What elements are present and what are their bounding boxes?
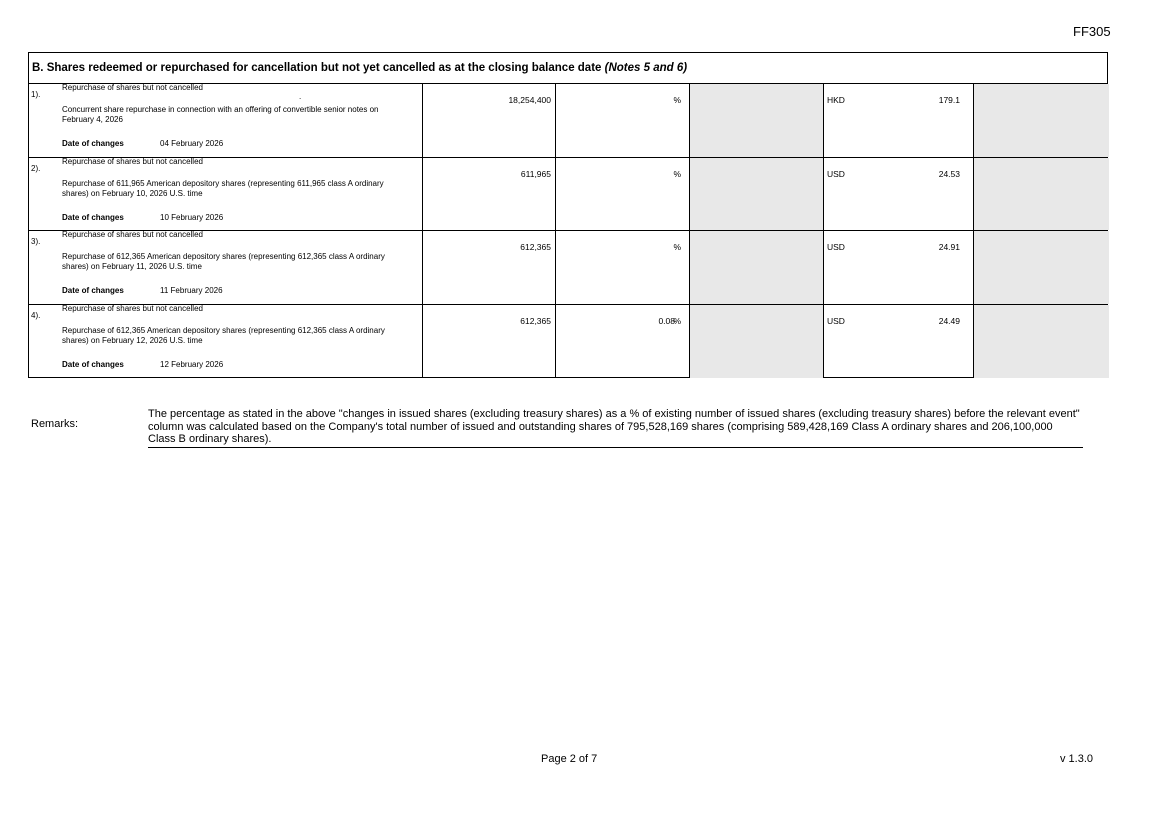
price-cell (824, 158, 974, 231)
percentage-value: 0.08 (658, 315, 675, 326)
currency: USD (827, 315, 845, 326)
date-label: Date of changes (62, 139, 124, 148)
percentage-cell (556, 158, 690, 231)
event-detail: Repurchase of 612,365 American depository shares (representing 612,365 class A ordinary shares) on February 11, 2026 U.S. time (62, 252, 385, 271)
price-value: 24.53 (938, 168, 960, 179)
percent-sign: % (673, 168, 681, 179)
form-code: FF305 (1073, 24, 1111, 39)
table-row (29, 84, 1107, 158)
section-title-notes: (Notes 5 and 6) (604, 62, 688, 74)
percentage-cell (556, 231, 690, 304)
shares-value: 611,965 (520, 168, 551, 179)
date-label: Date of changes (62, 212, 124, 222)
percent-sign: % (673, 315, 681, 326)
description-cell (29, 305, 423, 379)
shaded-cell (690, 158, 824, 231)
event-type: Repurchase of shares but not cancelled (62, 156, 203, 166)
price-cell (824, 84, 974, 157)
shaded-cell (974, 84, 1109, 157)
version-label: v 1.3.0 (1060, 753, 1094, 765)
shares-value: 612,365 (520, 242, 551, 252)
row-index: 4). (31, 310, 41, 320)
event-detail: Concurrent share repurchase in connection with an offering of convertible senior notes on February 4, 2026 (62, 105, 379, 124)
table-row (29, 231, 1107, 305)
event-type: Repurchase of shares but not cancelled (62, 230, 203, 239)
date-value: 10 February 2026 (160, 212, 224, 222)
date-label: Date of changes (62, 359, 124, 369)
shares-cell (423, 158, 556, 231)
description-cell (29, 84, 423, 157)
event-detail: Repurchase of 612,365 American depository shares (representing 612,365 class A ordinary shares) on February 12, 2026 U.S. time (62, 325, 385, 345)
shaded-cell (690, 305, 824, 379)
page-number: Page 2 of 7 (541, 753, 598, 765)
percentage-cell (556, 305, 690, 379)
row-index: 1). (31, 90, 41, 99)
description-cell (29, 158, 423, 231)
shares-cell (423, 84, 556, 157)
date-value: 11 February 2026 (160, 286, 223, 295)
shaded-cell (974, 305, 1109, 379)
shaded-cell (690, 231, 824, 304)
date-value: 12 February 2026 (160, 359, 224, 369)
percentage-cell (556, 84, 690, 157)
table-row (29, 158, 1107, 232)
currency: USD (827, 168, 845, 179)
event-type: Repurchase of shares but not cancelled (62, 83, 203, 92)
price-value: 24.49 (938, 315, 960, 326)
price-cell (824, 231, 974, 304)
price-value: 24.91 (938, 242, 960, 252)
price-value: 179.1 (938, 95, 960, 105)
percent-sign: % (673, 242, 681, 252)
marker-dot: . (299, 92, 302, 101)
shares-cell (423, 231, 556, 304)
date-label: Date of changes (62, 286, 124, 295)
shaded-cell (690, 84, 824, 157)
event-type: Repurchase of shares but not cancelled (62, 303, 203, 313)
shares-value: 612,365 (520, 315, 551, 326)
shaded-cell (974, 231, 1109, 304)
event-detail: Repurchase of 611,965 American depository shares (representing 611,965 class A ordinary shares) on February 10, 2026 U.S. time (62, 178, 384, 198)
shares-value: 18,254,400 (508, 95, 551, 105)
remarks-text: The percentage as stated in the above "changes in issued shares (excluding treasury shares) as a % of existing number of issued shares (excluding treasury shares) before the relevant event" column was calculated based on the Company's total number of issued and outstanding shares of 795,528,169 shares (comprising 589,428,169 Class A ordinary shares and 206,100,000 Class B ordinary shares). (148, 408, 1083, 448)
shares-cell (423, 305, 556, 379)
section-title (29, 53, 1107, 84)
row-index: 2). (31, 163, 41, 173)
section-title-text: B. Shares redeemed or repurchased for cancellation but not yet cancelled as at the closing balance date (32, 62, 602, 74)
shaded-cell (974, 158, 1109, 231)
table-row (29, 305, 1107, 379)
description-cell (29, 231, 423, 304)
date-value: 04 February 2026 (160, 139, 224, 148)
shares-repurchased-section (28, 52, 1108, 378)
remarks-label: Remarks: (31, 418, 79, 430)
percent-sign: % (673, 95, 681, 105)
currency: HKD (827, 95, 845, 105)
currency: USD (827, 242, 845, 252)
row-index: 3). (31, 237, 41, 246)
price-cell (824, 305, 974, 379)
